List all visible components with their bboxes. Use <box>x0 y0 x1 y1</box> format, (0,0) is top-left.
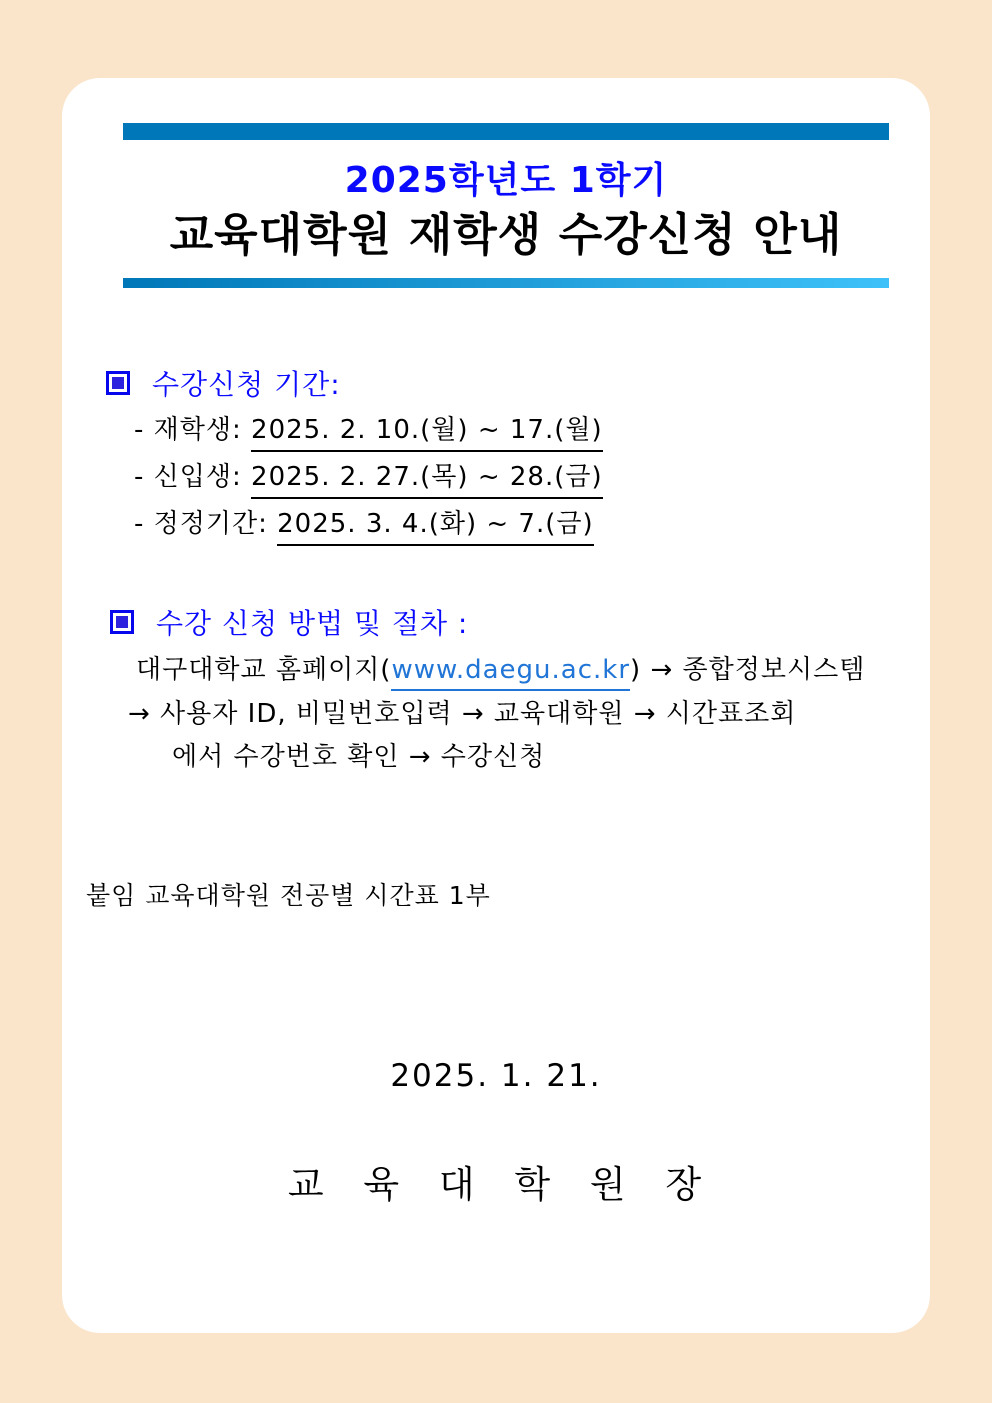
period-item-label: - 신입생: <box>134 462 252 492</box>
period-item-dates: 2025. 3. 4.(화) ~ 7.(금) <box>277 503 594 546</box>
registration-period-heading-label: 수강신청 기간: <box>152 368 341 401</box>
method-line1-text-before: 대구대학교 홈페이지( <box>136 655 392 685</box>
square-bullet-icon <box>110 610 134 634</box>
method-step-line-3: 에서 수강번호 확인 → 수강신청 <box>172 742 546 772</box>
period-item-label: - 재학생: <box>134 415 252 445</box>
header-top-bar <box>123 123 889 140</box>
period-item-current-students <box>134 409 603 452</box>
square-bullet-icon <box>106 371 130 395</box>
document-card <box>62 78 930 1333</box>
signature-dean-of-graduate-school: 교 육 대 학 원 장 <box>287 1163 705 1206</box>
document-title-semester: 2025학년도 1학기 <box>344 160 668 201</box>
document-title-main: 교육대학원 재학생 수강신청 안내 <box>169 208 843 261</box>
method-step-line-1 <box>136 649 865 691</box>
square-bullet-inner <box>116 616 128 628</box>
period-item-dates: 2025. 2. 10.(월) ~ 17.(월) <box>251 409 603 452</box>
section-heading-registration-period <box>106 363 341 403</box>
method-step-line-2: → 사용자 ID, 비밀번호입력 → 교육대학원 → 시간표조회 <box>128 699 797 729</box>
period-item-correction <box>134 503 594 546</box>
square-bullet-inner <box>112 377 124 389</box>
period-item-label: - 정정기간: <box>134 509 278 539</box>
attachment-note: 붙임 교육대학원 전공별 시간표 1부 <box>86 881 491 910</box>
method-line1-text-after: ) → 종합정보시스템 <box>630 655 866 685</box>
period-item-new-students <box>134 456 603 499</box>
header-bottom-bar <box>123 278 889 288</box>
issue-date: 2025. 1. 21. <box>390 1058 602 1094</box>
registration-method-heading-label: 수강 신청 방법 및 절차 : <box>156 607 469 640</box>
daegu-university-link[interactable]: www.daegu.ac.kr <box>391 655 630 691</box>
period-item-dates: 2025. 2. 27.(목) ~ 28.(금) <box>251 456 603 499</box>
section-heading-registration-method <box>110 602 468 642</box>
